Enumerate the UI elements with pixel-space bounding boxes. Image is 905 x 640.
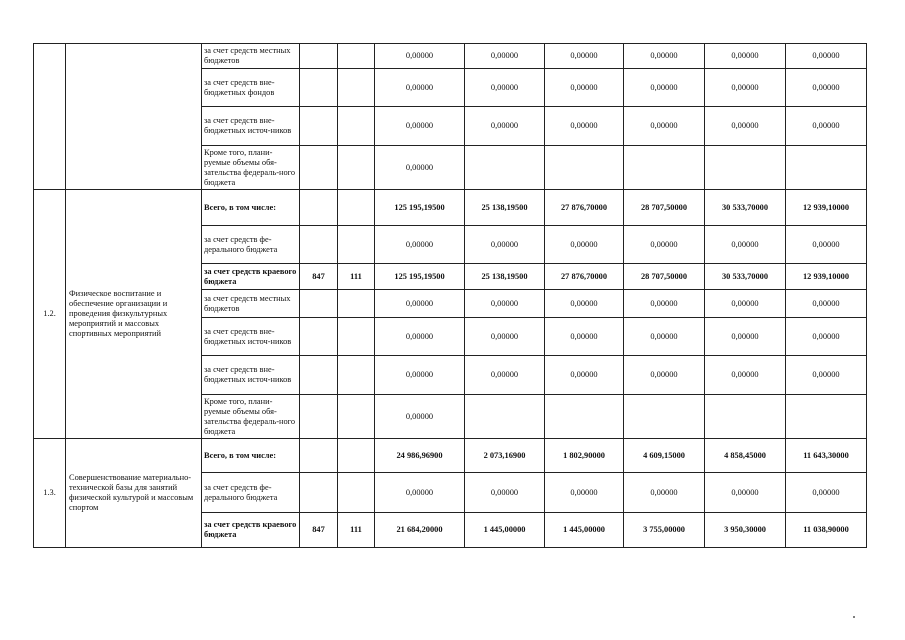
section-name-cell: Физическое воспитание и обеспечение организации и проведения физкультурных мероприятий и массовых спортивных мероприятий [66,190,202,439]
year-value-cell: 0,00000 [465,107,545,146]
section-code-cell: 111 [338,513,375,548]
funding-source-cell: за счет средств местных бюджетов [202,44,300,69]
year-value-cell: 0,00000 [705,473,786,513]
funding-source-cell: Кроме того, плани-руемые объемы обя-зательства федераль-ного бюджета [202,395,300,439]
year-value-cell: 0,00000 [705,44,786,69]
total-value-cell: 0,00000 [375,395,465,439]
total-value-cell: 0,00000 [375,146,465,190]
year-value-cell: 27 876,70000 [545,264,624,290]
year-value-cell [545,146,624,190]
year-value-cell: 12 939,10000 [786,264,867,290]
year-value-cell: 30 533,70000 [705,190,786,226]
grbs-code-cell [300,356,338,395]
year-value-cell: 0,00000 [545,44,624,69]
total-value-cell: 0,00000 [375,107,465,146]
year-value-cell: 30 533,70000 [705,264,786,290]
section-name-cell: Совершенствование материально-технической базы для занятий физической культурой и массовым спортом [66,439,202,548]
total-value-cell: 0,00000 [375,69,465,107]
total-value-cell: 0,00000 [375,290,465,318]
grbs-code-cell [300,473,338,513]
grbs-code-cell [300,190,338,226]
section-code-cell [338,226,375,264]
grbs-code-cell [300,395,338,439]
year-value-cell: 2 073,16900 [465,439,545,473]
year-value-cell: 1 445,00000 [465,513,545,548]
funding-source-cell: Всего, в том числе: [202,190,300,226]
section-number-cell [34,44,66,190]
section-code-cell [338,107,375,146]
grbs-code-cell [300,44,338,69]
year-value-cell: 28 707,50000 [624,264,705,290]
grbs-code-cell [300,318,338,356]
year-value-cell: 0,00000 [786,226,867,264]
grbs-code-cell [300,107,338,146]
section-code-cell [338,395,375,439]
section-number-cell: 1.3. [34,439,66,548]
year-value-cell: 0,00000 [786,318,867,356]
year-value-cell [705,146,786,190]
year-value-cell: 0,00000 [624,356,705,395]
section-code-cell [338,439,375,473]
grbs-code-cell [300,146,338,190]
section-code-cell [338,290,375,318]
year-value-cell: 0,00000 [545,356,624,395]
year-value-cell: 0,00000 [786,356,867,395]
year-value-cell: 11 038,90000 [786,513,867,548]
grbs-code-cell [300,226,338,264]
year-value-cell: 0,00000 [624,318,705,356]
total-value-cell: 0,00000 [375,356,465,395]
year-value-cell [705,395,786,439]
total-value-cell: 0,00000 [375,318,465,356]
year-value-cell: 0,00000 [786,290,867,318]
year-value-cell: 0,00000 [545,290,624,318]
year-value-cell [624,146,705,190]
section-code-cell [338,190,375,226]
total-value-cell: 0,00000 [375,473,465,513]
year-value-cell: 0,00000 [624,107,705,146]
year-value-cell: 0,00000 [545,318,624,356]
year-value-cell: 0,00000 [545,107,624,146]
budget-table [33,43,867,548]
section-code-cell [338,69,375,107]
table-row [34,190,867,226]
year-value-cell: 0,00000 [465,44,545,69]
year-value-cell [465,395,545,439]
funding-source-cell: за счет средств местных бюджетов [202,290,300,318]
year-value-cell: 0,00000 [786,69,867,107]
year-value-cell: 27 876,70000 [545,190,624,226]
table-row [34,439,867,473]
year-value-cell: 3 950,30000 [705,513,786,548]
year-value-cell: 1 802,90000 [545,439,624,473]
total-value-cell: 24 986,96900 [375,439,465,473]
year-value-cell: 0,00000 [545,69,624,107]
total-value-cell: 125 195,19500 [375,190,465,226]
section-number-cell: 1.2. [34,190,66,439]
funding-source-cell: за счет средств вне-бюджетных фондов [202,69,300,107]
section-code-cell [338,356,375,395]
funding-source-cell: Всего, в том числе: [202,439,300,473]
year-value-cell: 0,00000 [465,69,545,107]
table-body [34,44,867,548]
year-value-cell: 1 445,00000 [545,513,624,548]
year-value-cell: 0,00000 [705,69,786,107]
year-value-cell: 0,00000 [705,107,786,146]
funding-source-cell: за счет средств краевого бюджета [202,513,300,548]
funding-source-cell: за счет средств вне-бюджетных источ-ников [202,318,300,356]
total-value-cell: 21 684,20000 [375,513,465,548]
funding-source-cell: за счет средств краевого бюджета [202,264,300,290]
year-value-cell: 0,00000 [465,290,545,318]
funding-source-cell: Кроме того, плани-руемые объемы обя-зательства федераль-ного бюджета [202,146,300,190]
grbs-code-cell [300,290,338,318]
year-value-cell: 0,00000 [465,226,545,264]
year-value-cell: 0,00000 [624,226,705,264]
section-code-cell [338,473,375,513]
year-value-cell [786,146,867,190]
grbs-code-cell [300,439,338,473]
year-value-cell: 0,00000 [624,473,705,513]
year-value-cell: 11 643,30000 [786,439,867,473]
year-value-cell [465,146,545,190]
year-value-cell: 0,00000 [624,69,705,107]
year-value-cell: 0,00000 [465,473,545,513]
year-value-cell: 0,00000 [465,356,545,395]
year-value-cell: 0,00000 [705,290,786,318]
section-name-cell [66,44,202,190]
year-value-cell: 0,00000 [545,473,624,513]
year-value-cell: 4 609,15000 [624,439,705,473]
section-code-cell: 111 [338,264,375,290]
funding-source-cell: за счет средств вне-бюджетных источ-ников [202,356,300,395]
grbs-code-cell: 847 [300,513,338,548]
section-code-cell [338,44,375,69]
year-value-cell: 0,00000 [705,318,786,356]
funding-source-cell: за счет средств фе-дерального бюджета [202,226,300,264]
year-value-cell: 0,00000 [545,226,624,264]
total-value-cell: 125 195,19500 [375,264,465,290]
funding-source-cell: за счет средств вне-бюджетных источ-ников [202,107,300,146]
total-value-cell: 0,00000 [375,226,465,264]
year-value-cell: 0,00000 [786,107,867,146]
year-value-cell: 12 939,10000 [786,190,867,226]
year-value-cell: 0,00000 [705,356,786,395]
year-value-cell: 4 858,45000 [705,439,786,473]
section-code-cell [338,318,375,356]
year-value-cell: 0,00000 [786,44,867,69]
year-value-cell: 0,00000 [624,290,705,318]
grbs-code-cell [300,69,338,107]
year-value-cell: 0,00000 [624,44,705,69]
year-value-cell [545,395,624,439]
total-value-cell: 0,00000 [375,44,465,69]
table-row [34,44,867,69]
year-value-cell: 0,00000 [786,473,867,513]
year-value-cell: 25 138,19500 [465,190,545,226]
section-code-cell [338,146,375,190]
scan-speck [853,616,855,618]
year-value-cell: 0,00000 [705,226,786,264]
year-value-cell [624,395,705,439]
funding-source-cell: за счет средств фе-дерального бюджета [202,473,300,513]
year-value-cell: 25 138,19500 [465,264,545,290]
year-value-cell: 3 755,00000 [624,513,705,548]
year-value-cell: 0,00000 [465,318,545,356]
year-value-cell [786,395,867,439]
grbs-code-cell: 847 [300,264,338,290]
year-value-cell: 28 707,50000 [624,190,705,226]
